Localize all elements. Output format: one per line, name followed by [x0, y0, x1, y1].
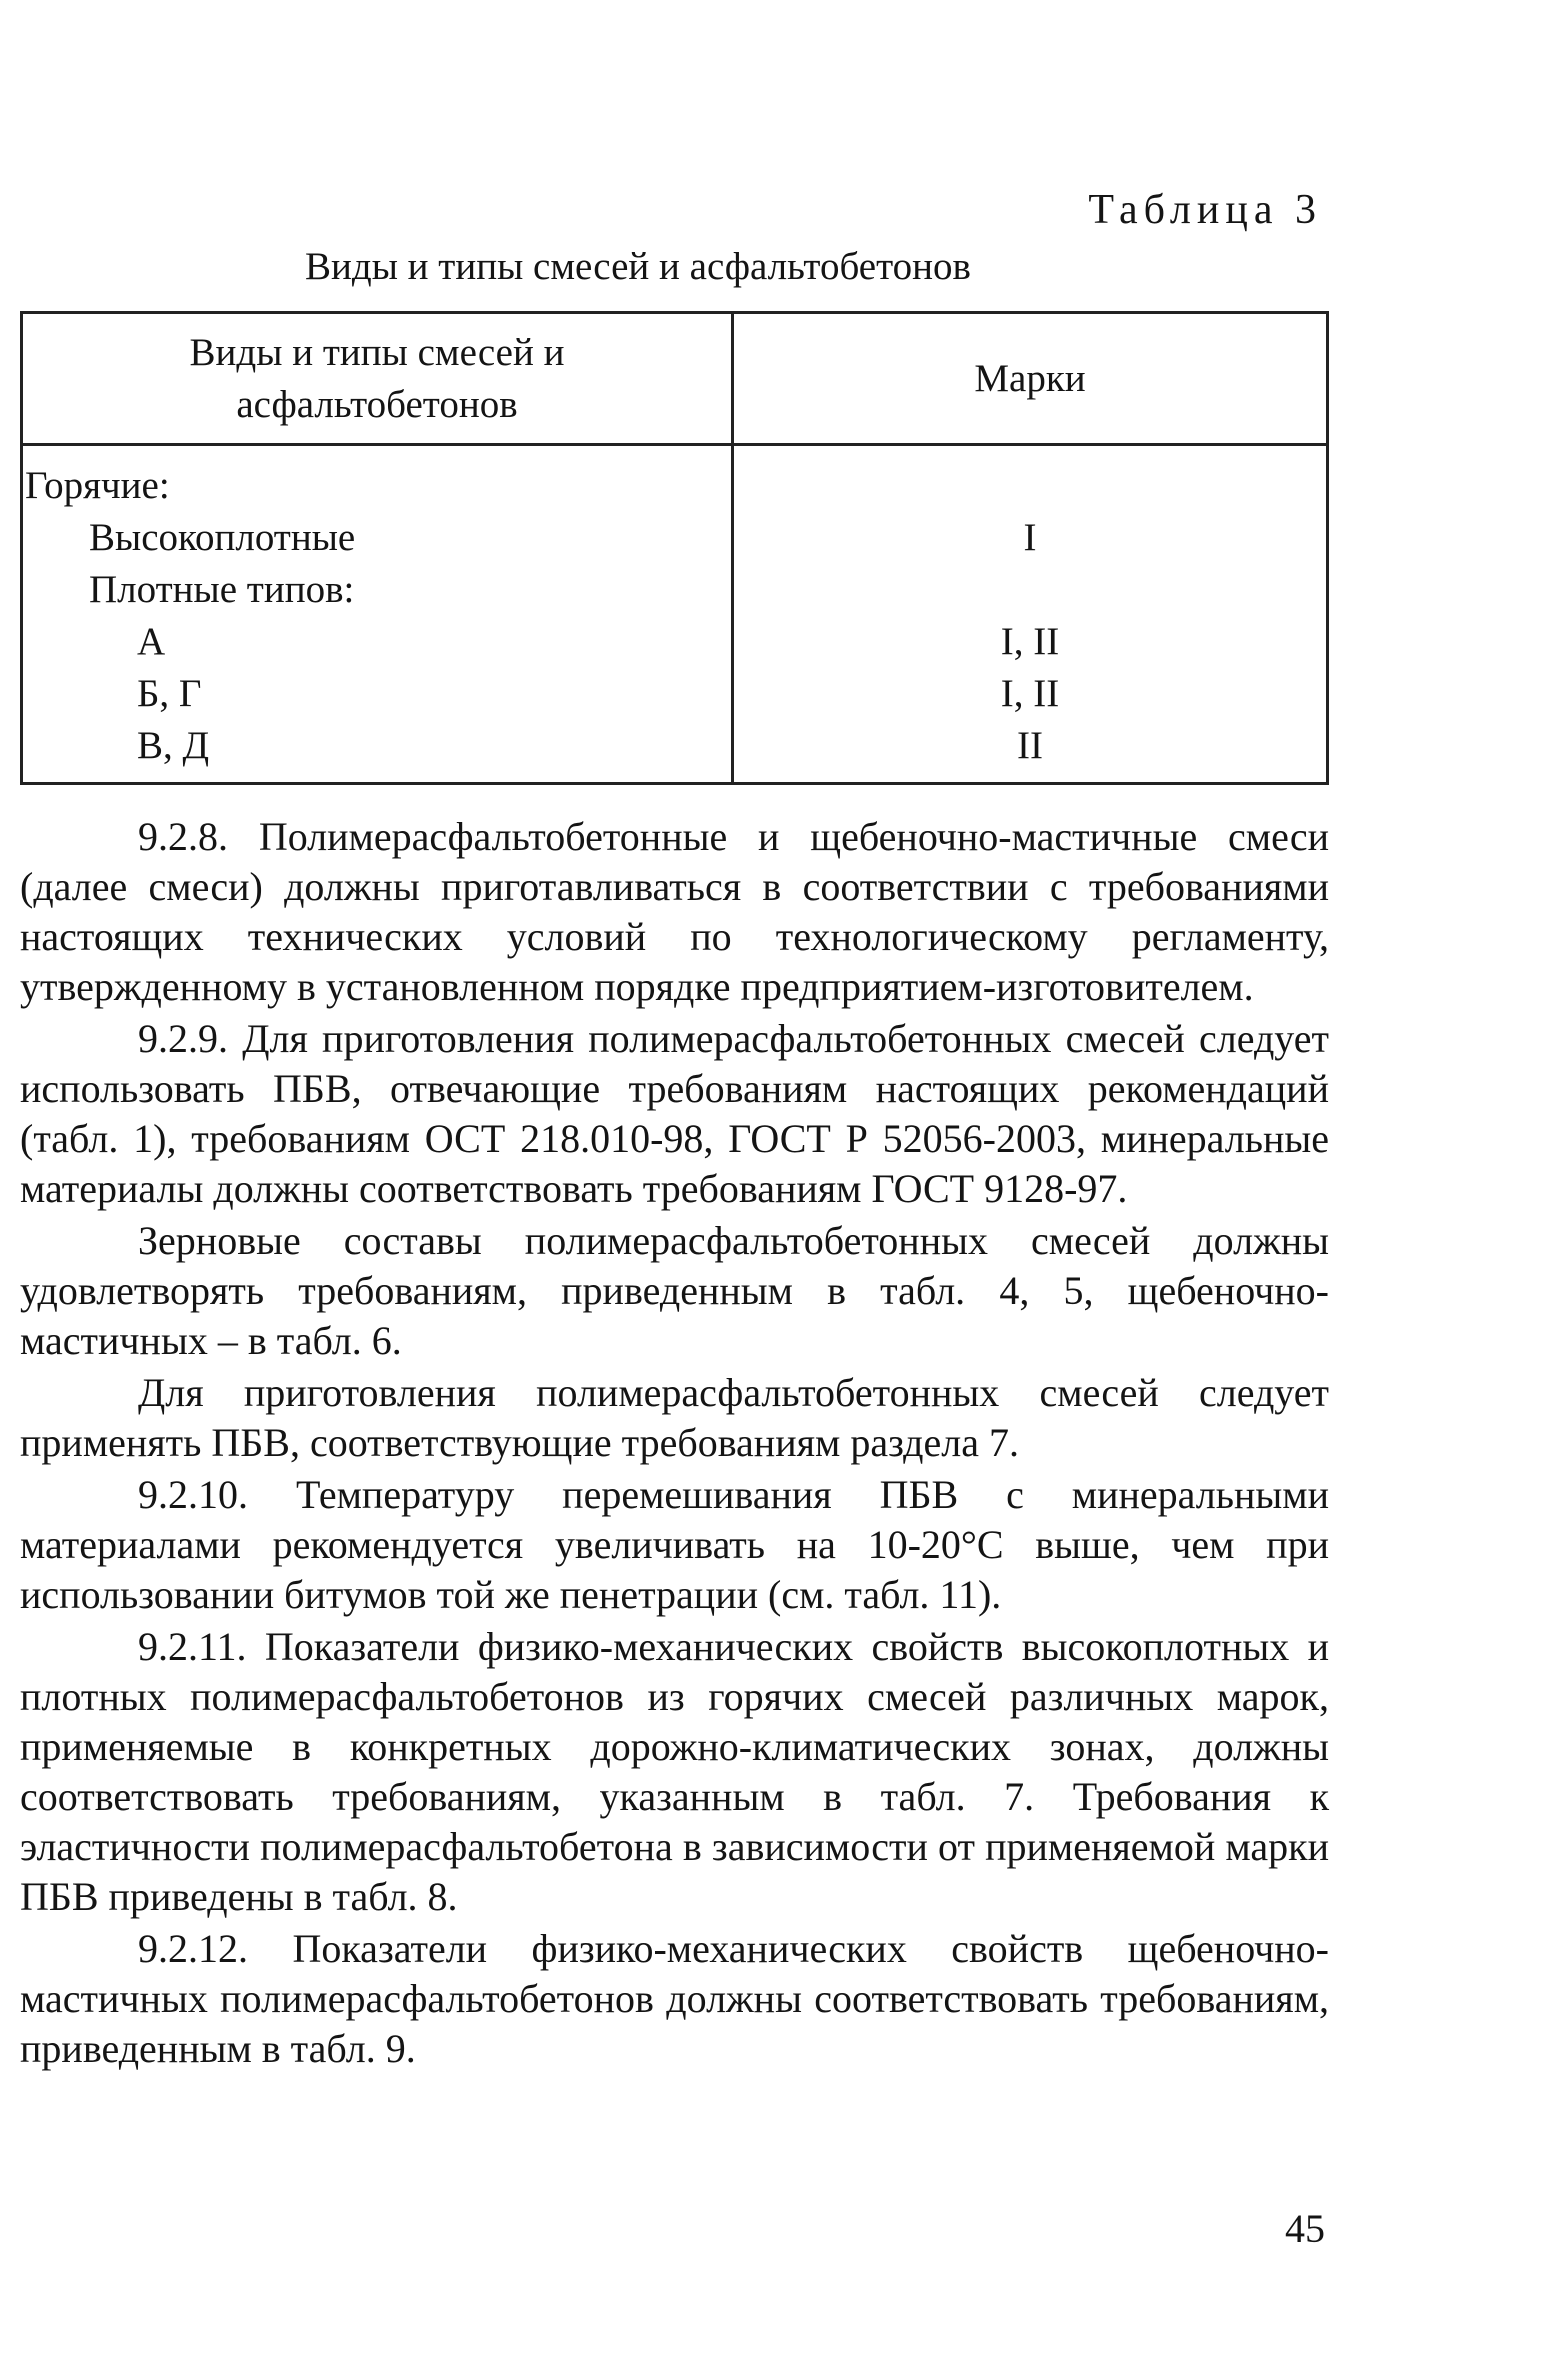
row-kind: Горячие:: [25, 464, 170, 507]
table-caption: Таблица 3: [1088, 187, 1322, 233]
mix-types-table: [20, 311, 1329, 785]
row-mark: I, II: [1000, 672, 1060, 715]
paragraph-grain-compositions: Зерновые составы полимерасфальтобетонных смесей должны удовлетворять требованиям, приведенным в табл. 4, 5, щебеночно-мастичных – в табл. 6.: [20, 1218, 1329, 1363]
header-kinds-line2: асфальтобетонов: [236, 382, 518, 426]
row-kind: Высокоплотные: [89, 516, 356, 559]
table-row: [22, 445, 1328, 784]
row-kind: В, Д: [137, 724, 210, 767]
row-mark: [735, 460, 1325, 512]
row-kind: Плотные типов:: [89, 568, 355, 611]
paragraph-9-2-8: 9.2.8. Полимерасфальтобетонные и щебеночно-мастичные смеси (далее смеси) должны приготавливаться в соответствии с требованиями настоящих технических условий по технологическому регламенту, утвержденному в установленном порядке предприятием-изготовителем.: [20, 814, 1329, 1009]
header-kinds: [22, 313, 733, 445]
row-mark: II: [1017, 724, 1043, 767]
marks-cell: [733, 445, 1328, 784]
table-header-row: [22, 313, 1328, 445]
header-marks: Марки: [733, 313, 1328, 445]
row-mark: I, II: [1000, 620, 1060, 663]
header-kinds-line1: Виды и типы смесей и: [189, 330, 565, 374]
row-kind: Б, Г: [137, 672, 202, 715]
page-number: 45: [1285, 2206, 1325, 2251]
paragraph-pbv-usage: Для приготовления полимерасфальтобетонных смесей следует применять ПБВ, соответствующие требованиям раздела 7.: [20, 1370, 1329, 1465]
body-text: [20, 812, 1329, 2074]
row-kind: А: [137, 620, 166, 663]
paragraph-9-2-10: 9.2.10. Температуру перемешивания ПБВ с минеральными материалами рекомендуется увеличивать на 10-20°С выше, чем при использовании битумов той же пенетрации (см. табл. 11).: [20, 1472, 1329, 1617]
paragraph-9-2-9: 9.2.9. Для приготовления полимерасфальтобетонных смесей следует использовать ПБВ, отвечающие требованиям настоящих рекомендаций (табл. 1), требованиям ОСТ 218.010-98, ГОСТ Р 52056-2003, минеральные материалы должны соответствовать требованиям ГОСТ 9128-97.: [20, 1016, 1329, 1211]
paragraph-9-2-11: 9.2.11. Показатели физико-механических свойств высокоплотных и плотных полимерасфальтобетонов из горячих смесей различных марок, применяемые в конкретных дорожно-климатических зонах, должны соответствовать требованиям, указанным в табл. 7. Требования к эластичности полимерасфальтобетона в зависимости от применяемой марки ПБВ приведены в табл. 8.: [20, 1624, 1329, 1919]
kinds-cell: [22, 445, 733, 784]
paragraph-9-2-12: 9.2.12. Показатели физико-механических свойств щебеночно-мастичных полимерасфальтобетонов должны соответствовать требованиям, приведенным в табл. 9.: [20, 1926, 1329, 2071]
row-mark: I: [1023, 516, 1037, 559]
table-title: Виды и типы смесей и асфальтобетонов: [305, 245, 971, 288]
row-mark: [735, 564, 1325, 616]
